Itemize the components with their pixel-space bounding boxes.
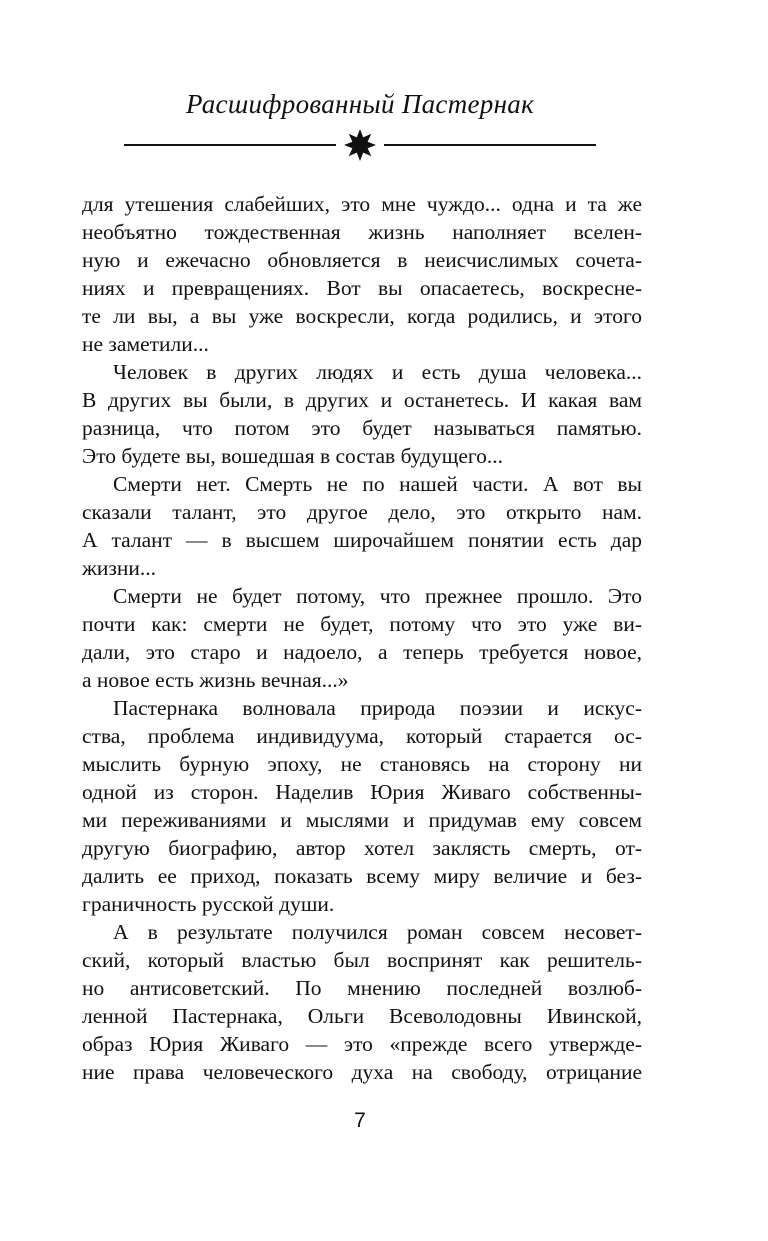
text-line: жизни...	[82, 556, 156, 580]
text-line: другую биографию, автор хотел заклясть смерть, от-	[82, 836, 642, 860]
text-line: А талант — в высшем широчайшем понятии есть дар	[82, 528, 642, 552]
text-line: Смерти не будет потому, что прежнее прошло. Это	[113, 584, 642, 608]
text-line: но антисоветский. По мнению последней возлюб-	[82, 976, 642, 1000]
page-number: 7	[354, 1109, 366, 1132]
text-line: Смерти нет. Смерть не по нашей части. А вот вы	[113, 472, 642, 496]
ornament-rule-right	[384, 144, 596, 146]
text-line: сказали талант, это другое дело, это открыто нам.	[82, 500, 642, 524]
text-line: ную и ежечасно обновляется в неисчислимых сочета-	[82, 248, 642, 272]
text-line: мыслить бурную эпоху, не становясь на сторону ни	[82, 752, 642, 776]
text-line: ский, который властью был воспринят как решитель-	[82, 948, 642, 972]
text-line: разница, что потом это будет называться памятью.	[82, 416, 642, 440]
ornament-rule-left	[124, 144, 336, 146]
text-line: ленной Пастернака, Ольги Всеволодовны Ивинской,	[82, 1004, 642, 1028]
text-line: не заметили...	[82, 332, 209, 356]
text-line: граничность русской души.	[82, 892, 335, 916]
text-line: для утешения слабейших, это мне чуждо... одна и та же	[82, 192, 642, 216]
text-line: образ Юрия Живаго — это «прежде всего утвержде-	[82, 1032, 642, 1056]
text-line: ниях и превращениях. Вот вы опасаетесь, воскресне-	[82, 276, 642, 300]
text-line: А в результате получился роман совсем несовет-	[113, 920, 642, 944]
text-line: те ли вы, а вы уже воскресли, когда родились, и этого	[82, 304, 642, 328]
text-line: ства, проблема индивидуума, который старается ос-	[82, 724, 642, 748]
header-ornament	[124, 128, 596, 162]
body-text	[82, 190, 642, 1086]
text-line: дали, это старо и надоело, а теперь требуется новое,	[82, 640, 642, 664]
text-line: а новое есть жизнь вечная...»	[82, 668, 349, 692]
running-head-title: Расшифрованный Пастернак	[185, 89, 535, 119]
text-line: ние права человеческого духа на свободу, отрицание	[82, 1060, 642, 1084]
text-line: одной из сторон. Наделив Юрия Живаго собственны-	[82, 780, 642, 804]
text-line: Человек в других людях и есть душа человека...	[113, 360, 642, 384]
eight-point-star-icon	[342, 128, 378, 162]
text-line: далить ее приход, показать всему миру величие и без-	[82, 864, 642, 888]
text-line: ми переживаниями и мыслями и придумав ему совсем	[82, 808, 642, 832]
text-line: Пастернака волновала природа поэзии и искус-	[113, 696, 642, 720]
text-line: необъятно тождественная жизнь наполняет вселен-	[82, 220, 642, 244]
text-line: В других вы были, в других и останетесь. И какая вам	[82, 388, 642, 412]
text-line: почти как: смерти не будет, потому что это уже ви-	[82, 612, 642, 636]
text-line: Это будете вы, вошедшая в состав будущего...	[82, 444, 504, 468]
